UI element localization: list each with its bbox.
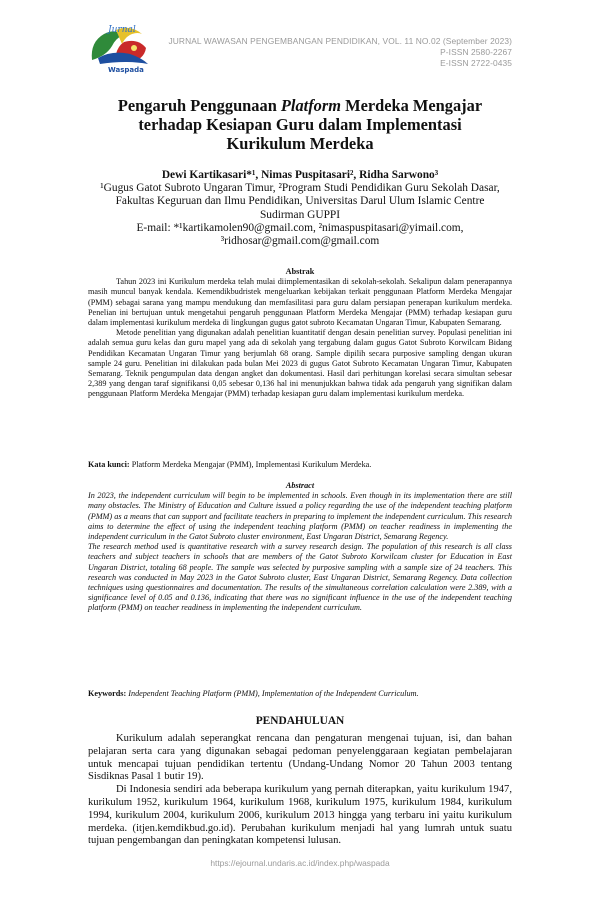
abstract-en-paragraph-2: The research method used is quantitative research with a survey research design. The population of this research is all class teachers and subject teachers in schools that are members of the Gatot Subroto Korwilcam cluster for Education in East Ungaran District, totaling 68 people. The sample was selected by purposive sampling with a sample size of 24 teachers. This research was conducted in May 2023 in the Gatot Subroto cluster, East Ungaran District, Semarang Regency. Data collection techniques using questionnaires and documentation. The results of the simultaneous correlation calculation were 2.389, with a significance level of 0.05 and 0.136, indicating that there was no significant influence in the use of the independent teaching platform (PMM) on teacher readiness in implementing the independent curriculum. — [88, 542, 512, 613]
eissn: E-ISSN 2722-0435 — [440, 58, 512, 68]
pendahuluan-paragraph-1: Kurikulum adalah seperangkat rencana dan pengaturan mengenai tujuan, isi, dan bahan pelajaran serta cara yang digunakan sebagai pedoman penyelenggaraan kegiatan pembelajaran untuk mencapai tujuan pendidikan tertentu (Undang-Undang Nomor 20 Tahun 2003 tentang Sisdiknas Pasal 1 butir 19). — [88, 733, 512, 783]
affiliation-2: Fakultas Keguruan dan Ilmu Pendidikan, Universitas Darul Ulum Islamic Centre — [115, 195, 485, 208]
kata-kunci-label: Kata kunci: — [88, 460, 130, 469]
abstrak-heading: Abstrak — [285, 267, 315, 276]
logo-text-top: Jurnal — [108, 25, 136, 35]
email-line-2: ³ridhosar@gmail.com@gmail.com — [220, 235, 380, 248]
author-names: Dewi Kartikasari*¹, Nimas Puspitasari², Ridha Sarwono³ — [161, 169, 439, 181]
email-line-1: E-mail: *¹kartikamolen90@gmail.com, ²nimaspuspitasari@yimail.com, — [136, 221, 464, 234]
journal-header — [169, 36, 513, 69]
keywords — [88, 689, 512, 699]
kata-kunci — [88, 460, 512, 470]
affiliation-1: ¹Gugus Gatot Subroto Ungaran Timur, ²Program Studi Pendidikan Guru Sekolah Dasar, — [100, 182, 500, 195]
logo-text-bottom: Waspada — [108, 66, 144, 74]
pendahuluan-body — [88, 733, 512, 848]
abstract-en-section — [88, 481, 512, 614]
pendahuluan-paragraph-2: Di Indonesia sendiri ada beberapa kurikulum yang pernah diterapkan, yaitu kurikulum 1947, kurikulum 1952, kurikulum 1964, kurikulum 1968, kurikulum 1975, kurikulum 1984, kurikulum 1994, kurikulum 2004, kurikulum 2006, kurikulum 2013 hingga yang terbaru ini yaitu kurikulum merdeka. (itjen.kemdikbud.go.id). Perubahan kurikulum menjadi hal yang lumrah untuk suatu tujuan pengembangan dan peningkatan kompetensi lulusan. — [88, 784, 512, 847]
journal-line: JURNAL WAWASAN PENGEMBANGAN PENDIDIKAN, VOL. 11 NO.02 (September 2023) — [168, 36, 512, 46]
keywords-value: Independent Teaching Platform (PMM), Implementation of the Independent Curriculum. — [128, 689, 419, 698]
abstrak-paragraph-1: Tahun 2023 ini Kurikulum merdeka telah mulai diimplementasikan di sekolah-sekolah. Sekalipun dalam penerapannya masih muncul banyak kendala. Kemendikbudristek mengeluarkan kebijakan terkait penggunaan Platform Merdeka Mengajar (PMM) sebagai sarana yang mampu mendukung dan memfasilitasi para guru dalam persiapan penerapan kurikulum merdeka. Penelian ini bertujuan untuk mengetahui pengaruh penggunaan Platform Merdeka Mengajar (PMM) terhadap kesiapan guru dalam implementasi kurikulum merdeka di lingkungan gugus gatot subroto Kecamatan Ungaran Timur, Kabupaten Semarang. — [88, 277, 512, 328]
title-italic-word: Platform — [280, 96, 342, 115]
abstract-en-heading: Abstract — [285, 481, 315, 490]
abstract-en-paragraph-1: In 2023, the independent curriculum will begin to be implemented in schools. Even though in its implementation there are still many obstacles. The Ministry of Education and Culture issued a policy regarding the use of the independent teaching platform (PMM) as a means that can support and facilitate teachers in preparing to implement the independent curriculum. This research aims to determine the effect of using the independent teaching platform (PMM) on teacher readiness in implementing the independent curriculum in the Gatot Subroto cluster environment, East Ungaran District, Semarang Regency. — [88, 491, 512, 542]
kata-kunci-value: Platform Merdeka Mengajar (PMM), Implementasi Kurikulum Merdeka. — [131, 460, 372, 469]
pissn: P-ISSN 2580-2267 — [440, 47, 512, 57]
abstrak-paragraph-2: Metode penelitian yang digunakan adalah penelitian kuantitatif dengan desain penelitian survey. Populasi penelitian ini adalah semua guru kelas dan guru mapel yang ada di sekolah yang tergabung dalam gugus Gatot Subroto Korwilcam Bidang Pendidikan Kecamatan Ungaran Timur yang berjumlah 68 orang. Sample dipilih secara purposive sampling dengan ukuran sample 24 guru. Penelitian ini dilakukan pada bulan Mei 2023 di gugus Gatot Subroto Kecamatan Ungaran Timur, Kabupaten Semarang. Teknik pengumpulan data dengan angket dan dokumentasi. Hasil dari perhitungan korelasi secara simultan sebesar 2,389 yang dengan taraf signifikansi 0,05 sebesar 0,136 hal ini menunjukkan bahwa tidak ada pengaruh yang signifikan dalam penggunaan Platform Merdeka Mengajar (PMM) terhadap kesiapan guru dalam implementasi kurikulum merdeka. — [88, 328, 512, 399]
footer-url[interactable]: https://ejournal.undaris.ac.id/index.php/waspada — [210, 858, 390, 868]
abstrak-section — [88, 267, 512, 400]
section-heading-pendahuluan: PENDAHULUAN — [255, 715, 345, 727]
affiliation-3: Sudirman GUPPI — [259, 208, 341, 221]
journal-logo — [86, 20, 154, 74]
authors-block — [40, 169, 560, 248]
keywords-label: Keywords: — [88, 689, 127, 698]
paper-title: Pengaruh Penggunaan Platform Merdeka Mengajar terhadap Kesiapan Guru dalam Implementasi Kurikulum Merdeka — [117, 96, 483, 153]
